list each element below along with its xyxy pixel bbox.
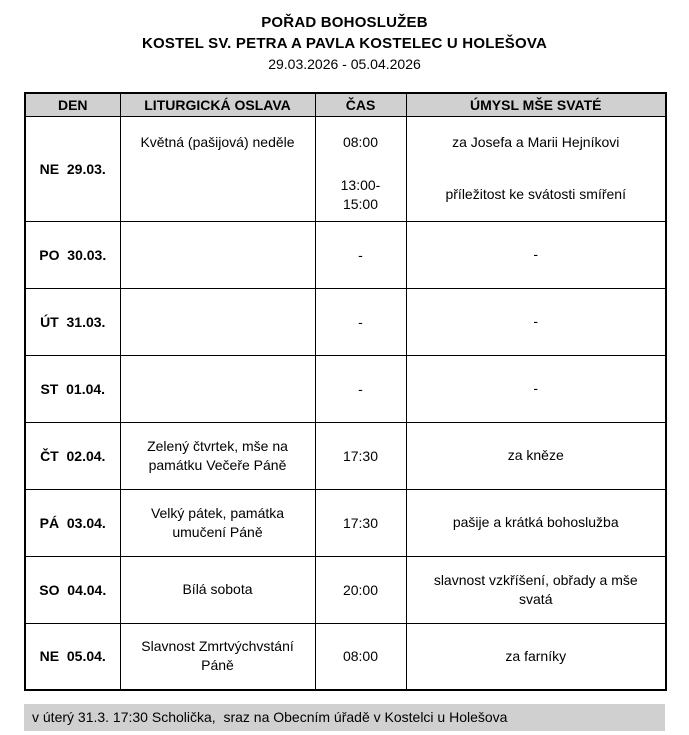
intention-cell: za kněze <box>406 422 666 489</box>
table-header-row <box>25 93 666 116</box>
intention-cell: - <box>406 221 666 288</box>
table-row <box>25 288 666 355</box>
col-header-den: DEN <box>25 93 120 116</box>
table-row <box>25 355 666 422</box>
intention-text-2: příležitost ke svátosti smíření <box>445 186 626 202</box>
den-cell: SO 04.04. <box>25 556 120 623</box>
time-text: 08:00 <box>342 134 379 150</box>
time-cell: 17:30 <box>315 489 406 556</box>
col-header-liturgy: LITURGICKÁ OSLAVA <box>120 93 315 116</box>
intention-cell: pašije a krátká bohoslužba <box>406 489 666 556</box>
footer-note: v úterý 31.3. 17:30 Scholička, sraz na Obecním úřadě v Kostelci u Holešova <box>24 704 665 731</box>
time-cell: - <box>315 355 406 422</box>
liturgy-cell <box>120 221 315 288</box>
page-title: POŘAD BOHOSLUŽEB <box>261 14 428 31</box>
liturgy-cell: Zelený čtvrtek, mše na památku Večeře Páně <box>120 422 315 489</box>
table-row <box>25 221 666 288</box>
liturgy-cell: Slavnost Zmrtvýchvstání Páně <box>120 623 315 690</box>
liturgy-text: Květná (pašijová) neděle <box>140 134 295 150</box>
liturgy-cell <box>120 116 315 221</box>
den-cell: ČT 02.04. <box>25 422 120 489</box>
time-cell: 17:30 <box>315 422 406 489</box>
time-cell: - <box>315 288 406 355</box>
table-row <box>25 623 666 690</box>
col-header-intention: ÚMYSL MŠE SVATÉ <box>406 93 666 116</box>
intention-cell <box>406 116 666 221</box>
den-cell: PÁ 03.04. <box>25 489 120 556</box>
time-text-2: 13:00-15:00 <box>340 176 381 212</box>
den-cell: ÚT 31.03. <box>25 288 120 355</box>
liturgy-cell: Bílá sobota <box>120 556 315 623</box>
den-cell: PO 30.03. <box>25 221 120 288</box>
den-cell: NE 05.04. <box>25 623 120 690</box>
intention-cell: slavnost vzkříšení, obřady a mše svatá <box>406 556 666 623</box>
intention-cell: - <box>406 355 666 422</box>
liturgy-cell <box>120 355 315 422</box>
col-header-time: ČAS <box>315 93 406 116</box>
liturgy-cell <box>120 288 315 355</box>
date-range: 29.03.2026 - 05.04.2026 <box>268 56 421 72</box>
liturgy-text-empty <box>121 169 315 221</box>
intention-cell: - <box>406 288 666 355</box>
time-cell: 08:00 <box>315 623 406 690</box>
time-cell: 20:00 <box>315 556 406 623</box>
den-cell: NE 29.03. <box>25 116 120 221</box>
intention-cell: za farníky <box>406 623 666 690</box>
table-row <box>25 556 666 623</box>
page-subtitle: KOSTEL SV. PETRA A PAVLA KOSTELEC U HOLEŠOVA <box>142 35 547 52</box>
title-block <box>24 12 665 74</box>
table-row <box>25 489 666 556</box>
intention-text: za Josefa a Marii Hejníkovi <box>452 134 620 150</box>
time-cell <box>315 116 406 221</box>
table-row <box>25 422 666 489</box>
schedule-table <box>24 92 667 691</box>
table-row <box>25 116 666 221</box>
den-cell: ST 01.04. <box>25 355 120 422</box>
time-cell: - <box>315 221 406 288</box>
liturgy-cell: Velký pátek, památka umučení Páně <box>120 489 315 556</box>
